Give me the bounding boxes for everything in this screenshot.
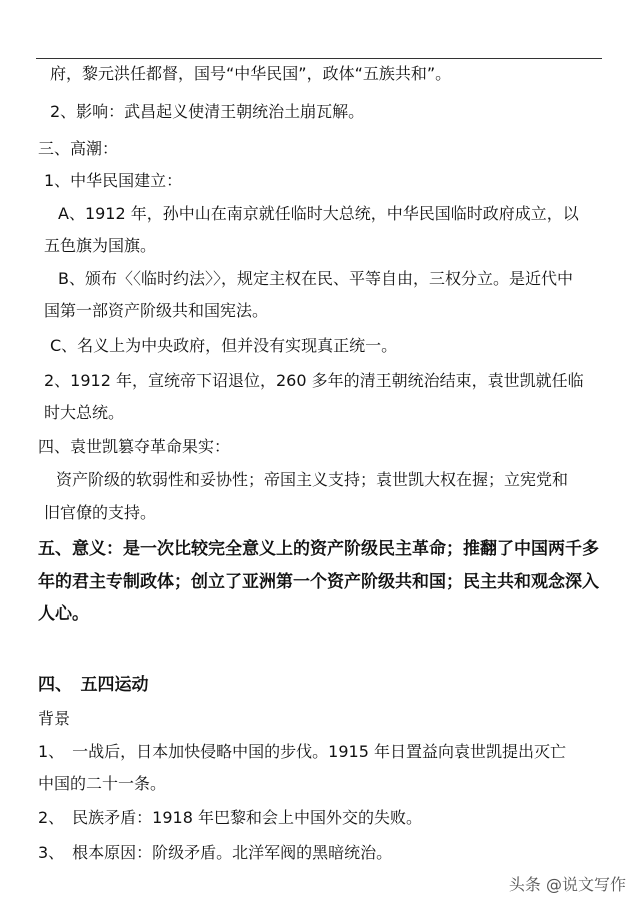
- text-line: 3、 根本原因：阶级矛盾。北洋军阀的黑暗统治。: [38, 843, 393, 862]
- subheading: 1、中华民国建立：: [44, 171, 183, 190]
- text-line: 府，黎元洪任都督，国号“中华民国”，政体“五族共和”。: [50, 64, 452, 83]
- text-line: 国第一部资产阶级共和国宪法。: [44, 301, 269, 320]
- text-line: 旧官僚的支持。: [44, 503, 157, 522]
- text-line: 2、影响：武昌起义使清王朝统治土崩瓦解。: [50, 102, 365, 121]
- section-heading: 四、袁世凯篡夺革命果实：: [38, 437, 231, 456]
- text-line: 资产阶级的软弱性和妥协性；帝国主义支持；袁世凯大权在握；立宪党和: [56, 470, 569, 489]
- text-line: 中国的二十一条。: [38, 774, 167, 793]
- text-line: 时大总统。: [44, 403, 125, 422]
- text-line: A、1912 年，孙中山在南京就任临时大总统，中华民国临时政府成立，以: [58, 204, 579, 223]
- section-heading: 四、 五四运动: [38, 675, 149, 695]
- significance-line: 年的君主专制政体；创立了亚洲第一个资产阶级共和国；民主共和观念深入: [38, 572, 599, 592]
- subheading: 背景: [38, 709, 71, 728]
- top-rule: [36, 58, 602, 59]
- text-line: 2、1912 年，宣统帝下诏退位，260 多年的清王朝统治结束，袁世凯就任临: [44, 371, 584, 390]
- text-line: 1、 一战后，日本加快侵略中国的步伐。1915 年日置益向袁世凯提出灭亡: [38, 742, 566, 761]
- text-line: B、颁布〈〈临时约法〉〉，规定主权在民、平等自由，三权分立。是近代中: [58, 269, 573, 288]
- text-line: 2、 民族矛盾：1918 年巴黎和会上中国外交的失败。: [38, 808, 422, 827]
- text-line: C、名义上为中央政府，但并没有实现真正统一。: [50, 336, 398, 355]
- text-line: 五色旗为国旗。: [44, 236, 157, 255]
- significance-line: 五、意义：是一次比较完全意义上的资产阶级民主革命；推翻了中国两千多: [38, 539, 599, 559]
- watermark: 头条 @说文写作: [508, 875, 626, 894]
- significance-line: 人心。: [38, 604, 89, 624]
- section-heading: 三、高潮：: [38, 139, 119, 158]
